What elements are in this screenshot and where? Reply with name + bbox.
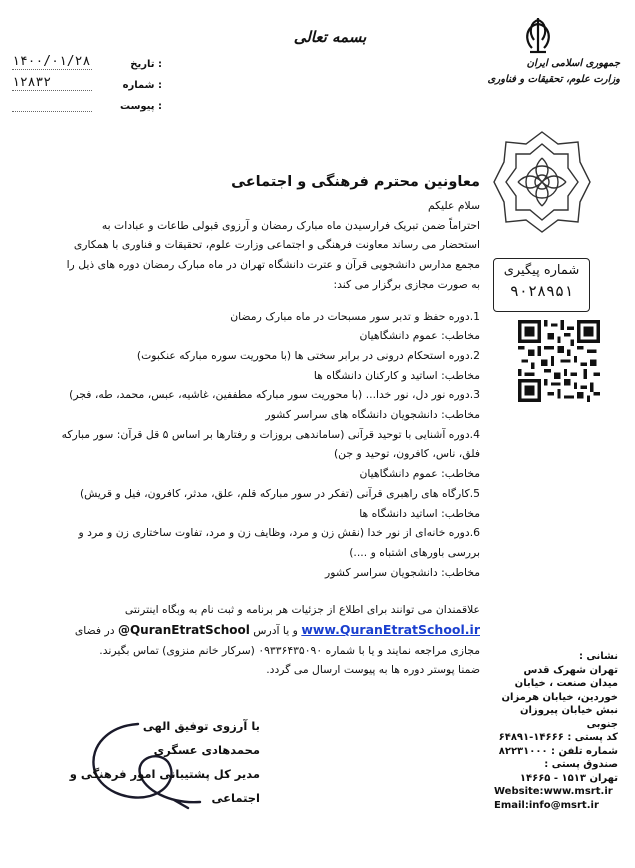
ministry-website[interactable]: www.msrt.ir [543, 786, 613, 797]
pobox-label: صندوق پستی : [544, 759, 618, 770]
closing-paragraph [60, 600, 480, 660]
website-label: Website: [494, 786, 544, 797]
ministry-email[interactable]: info@msrt.ir [528, 799, 599, 811]
qr-code-icon [518, 320, 600, 402]
address-line: خوردین، خیابان هرمزان [501, 691, 618, 703]
course-list [60, 307, 480, 583]
email-label: Email: [494, 799, 529, 811]
address-line: نبش خیابان پیروزان جنوبی [519, 705, 618, 730]
course-audience: مخاطب: دانشجویان سراسر کشور [325, 565, 480, 579]
signature-wish: با آرزوی توفیق الهی [142, 719, 260, 733]
website-link[interactable]: www.QuranEtratSchool.ir [301, 622, 480, 638]
greeting: سلام علیکم [427, 199, 480, 212]
number-value: ۱۲۸۳۲ [12, 75, 92, 91]
course-item: 1.دوره حفظ و تدبر سور مسبحات در ماه مبارک رمضان [230, 309, 480, 323]
tracking-number: ۹۰۲۸۹۵۱ [509, 282, 574, 300]
course-audience: مخاطب: دانشجویان دانشگاه های سراسر کشور [265, 408, 480, 422]
letter-body [60, 196, 480, 680]
phone-number: ۸۲۲۳۱۰۰۰ [498, 745, 548, 757]
signature-position: مدیر کل پشتیبانی امور فرهنگی و اجتماعی [69, 767, 260, 805]
course-item: 3.دوره نور دل، نور خدا... (با محوریت سور مبارکه مطففین، غاشیه، عبس، محمد، طه، فجر) [69, 388, 480, 402]
course-item: 5.کارگاه های راهبری قرآنی (تفکر در سور مبارکه قلم، علق، مدثر، کافرون، فیل و قریش) [79, 486, 480, 500]
date-label: تاریخ : [130, 59, 162, 70]
address-label: نشانی : [578, 651, 618, 662]
letter-title: معاونین محترم فرهنگی و اجتماعی [231, 174, 480, 190]
signature-block [50, 714, 260, 810]
address-line: میدان صنعت ، خیابان [514, 678, 618, 689]
intro-paragraph: احتراماً ضمن تبریک فرارسیدن ماه مبارک رمضان و آرزوی قبولی طاعات و عبادات به استحضار می رساند معاونت فرهنگی و اجتماعی وزارت علوم، تحقیقات و فناوری با همکاری مجمع مدارس دانشجویی قرآن و عترت دانشگاه تهران در ماه مبارک رمضان دوره های ذیل را به صورت مجازی برگزار می کند: [66, 218, 480, 291]
phone-label: شماره تلفن : [551, 745, 618, 757]
number-label: شماره : [122, 80, 162, 91]
ministry-line1: جمهوری اسلامی ایران [526, 58, 620, 69]
course-audience: مخاطب: عموم دانشگاهیان [359, 329, 480, 343]
course-item: 4.دوره آشنایی با توحید قرآنی (ساماندهی بروزات و رفتارها بر اساس ۵ قل قرآن: سور مبارکه فلق، ناس، کافرون، توحید و جن) [61, 427, 480, 461]
course-item: 2.دوره استحکام درونی در برابر سختی ها (با محوریت سوره مبارکه عنکبوت) [136, 348, 480, 362]
closing-note: ضمنا پوستر دوره ها به پیوست ارسال می گردد. [266, 663, 480, 677]
iran-emblem-icon [518, 14, 558, 56]
address-line: تهران شهرک قدس [523, 664, 618, 676]
tracking-box [493, 258, 590, 312]
postal-code-label: کد پستی : [567, 732, 618, 743]
closing-text-3: در فضای مجازی مراجعه نمایند و یا با شماره ۰۹۳۳۶۴۳۵۰۹۰ (سرکار خانم منزوی) تماس بگیرند. [74, 624, 480, 657]
date-value: ۱۴۰۰/۰۱/۲۸ [12, 54, 91, 69]
ministry-line2: وزارت علوم، تحقیقات و فناوری [487, 74, 620, 85]
ministry-address [494, 650, 618, 812]
postal-code: ۱۴۶۶۶-۶۴۸۹۱ [498, 732, 564, 743]
attachment-label: پیوست : [119, 101, 162, 112]
pobox-value: تهران ۱۵۱۳ - ۱۴۶۶۵ [519, 772, 618, 784]
tracking-label: شماره پیگیری [503, 263, 580, 278]
course-audience: مخاطب: اساتید و کارکنان دانشگاه ها [313, 368, 480, 382]
social-handle: @QuranEtratSchool [117, 623, 250, 638]
letter-meta [12, 52, 162, 115]
course-item: 6.دوره خانه‌ای از نور خدا (نقش زن و مرد، وظایف زن و مرد، تفاوت ساختاری زن و مرد و بررسی باورهای اشتباه و ....) [78, 526, 480, 559]
bismillah: بسمه تعالی [293, 28, 367, 46]
attachment-value [12, 111, 92, 112]
ornament-icon [490, 128, 594, 236]
closing-text-1: علاقمندان می توانند برای اطلاع از جزئیات هر برنامه و ثبت نام به وبگاه اینترنتی [124, 603, 480, 617]
signature-name: محمدهادی عسگری [153, 743, 260, 757]
ministry-block [470, 56, 620, 88]
course-audience: مخاطب: اساتید دانشگاه ها [359, 506, 480, 520]
course-audience: مخاطب: عموم دانشگاهیان [359, 467, 480, 481]
closing-text-2: و یا آدرس [253, 624, 298, 638]
